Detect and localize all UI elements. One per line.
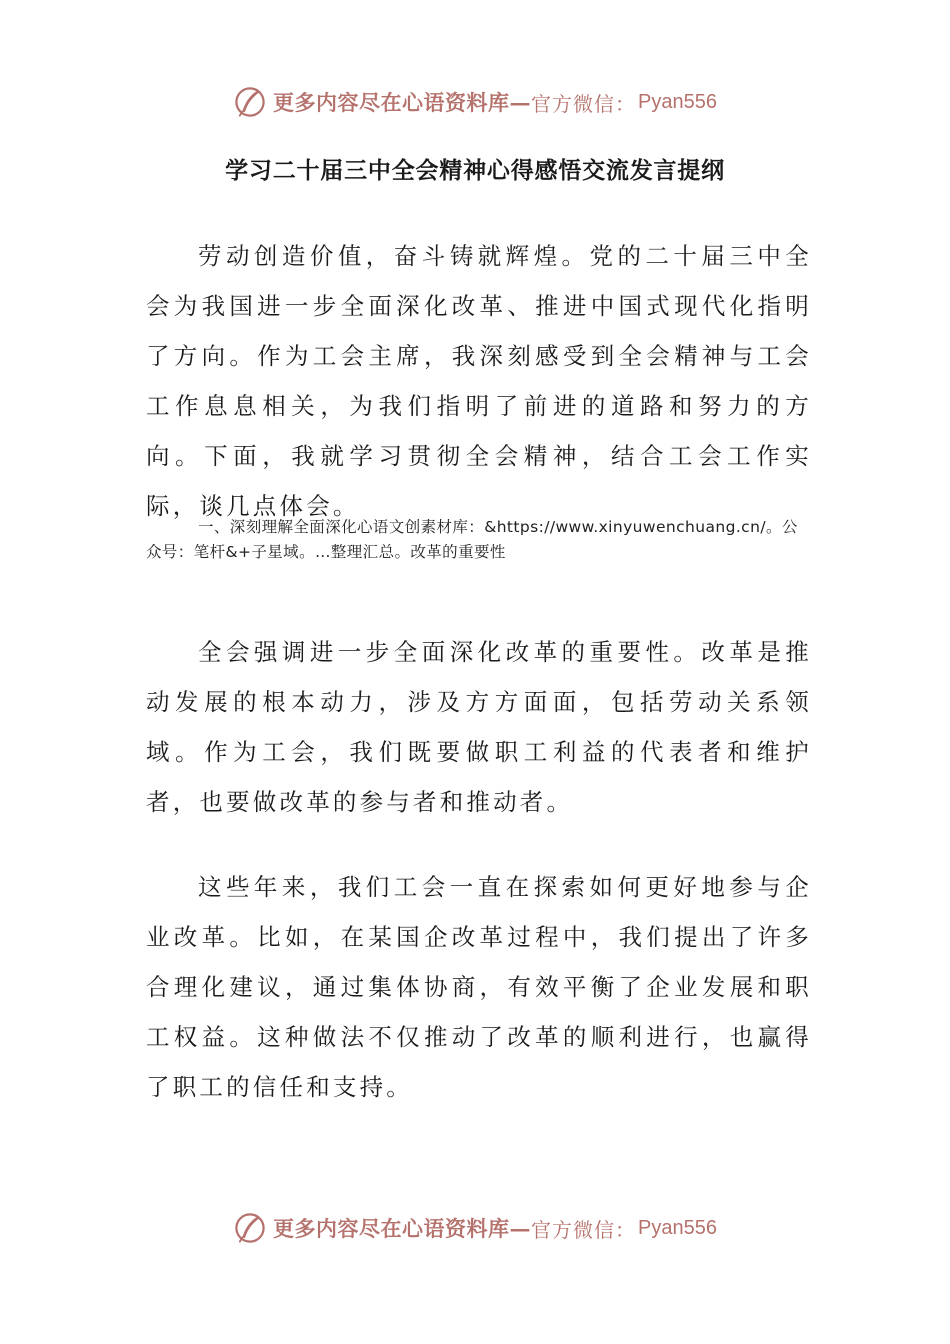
watermark-footer xyxy=(0,1206,950,1250)
quill-pen-icon xyxy=(233,85,267,119)
paragraph-intro: 劳动创造价值，奋斗铸就辉煌。党的二十届三中全会为我国进一步全面深化改革、推进中国式现代化指明了方向。作为工会主席，我深刻感受到全会精神与工会工作息息相关，为我们指明了前进的道路和努力的方向。下面，我就学习贯彻全会精神，结合工会工作实际，谈几点体会。 xyxy=(146,242,812,520)
watermark-wechat-label: 官方微信： xyxy=(531,91,637,116)
watermark-text: 更多内容尽在心语资料库— xyxy=(273,90,532,115)
paragraph-reform-importance: 全会强调进一步全面深化改革的重要性。改革是推动发展的根本动力，涉及方方面面，包括劳动关系领域。作为工会，我们既要做职工利益的代表者和维护者，也要做改革的参与者和推动者。 xyxy=(146,638,812,816)
watermark-header xyxy=(0,80,950,124)
watermark-wechat-id: Pyan556 xyxy=(638,1216,717,1239)
watermark-wechat-label: 官方微信： xyxy=(531,1217,637,1242)
watermark-text: 更多内容尽在心语资料库— xyxy=(273,1216,532,1241)
section-heading: 一、深刻理解全面深化心语文创素材库：&https://www.xinyuwenchuang.cn/。公众号：笔杆&+子星域。…整理汇总。改革的重要性 xyxy=(146,518,798,561)
quill-pen-icon xyxy=(233,1211,267,1245)
document-title: 学习二十届三中全会精神心得感悟交流发言提纲 xyxy=(225,158,725,184)
watermark-wechat-id: Pyan556 xyxy=(638,90,717,113)
paragraph-union-practice: 这些年来，我们工会一直在探索如何更好地参与企业改革。比如，在某国企改革过程中，我们提出了许多合理化建议，通过集体协商，有效平衡了企业发展和职工权益。这种做法不仅推动了改革的顺利进行，也赢得了职工的信任和支持。 xyxy=(146,873,812,1101)
